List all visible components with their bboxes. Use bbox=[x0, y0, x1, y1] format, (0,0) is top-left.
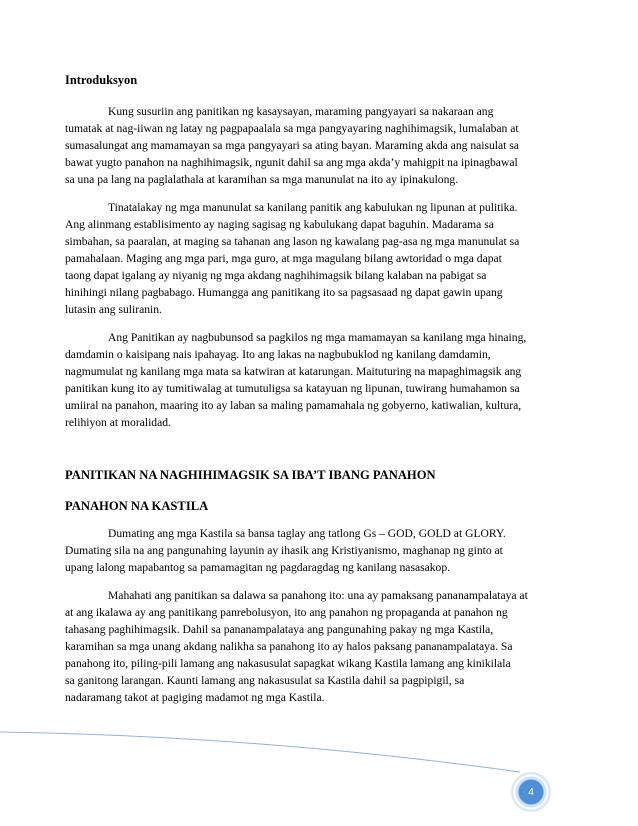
text-line: lutasin ang suliranin. bbox=[65, 303, 162, 316]
section-heading: PANITIKAN NA NAGHIHIMAGSIK SA IBA’T IBANG PANAHON bbox=[65, 468, 436, 482]
text-line: sa ganitong larangan. Kaunti lamang ang nakasusulat sa Kastila dahil sa pagpipigil, sa bbox=[65, 674, 465, 687]
text-line: Dumating sila na ang pangunahing layunin ay ihasik ang Kristiyanismo, maghanap ng ginto at bbox=[65, 544, 503, 557]
text-line: nadaramang takot at pagiging madamot ng mga Kastila. bbox=[65, 691, 325, 704]
text-line: relihiyon at moralidad. bbox=[65, 416, 171, 429]
text-line: simbahan, sa paaralan, at maging sa tahanan ang lason ng kawalang pag-asa ng mga manunulat sa bbox=[65, 235, 520, 248]
text-line: tahasang paghihimagsik. Dahil sa pananampalataya ang pangunahing pakay ng mga Kastila, bbox=[65, 623, 494, 636]
text-line: Tinatalakay ng mga manunulat sa kanilang panitik ang kabulukan ng lipunan at pulitika. bbox=[108, 201, 518, 214]
text-line: upang lalong mapabantog sa pamamagitan ng pagdaragdag ng kanilang nasasakop. bbox=[65, 561, 451, 574]
intro-heading: Introduksyon bbox=[65, 73, 138, 87]
text-line: pamahalaan. Maging ang mga pari, mga guro, at mga magulang bilang awtoridad o mga dapat bbox=[65, 252, 502, 265]
page-number: 4 bbox=[528, 786, 534, 798]
text-line: panahong ito, piling-pili lamang ang nakasusulat sapagkat wikang Kastila lamang ang kinikilala bbox=[65, 657, 511, 670]
text-line: tumatak at nag-iiwan ng latay ng pagpapaalala sa mga pangyayaring naghihimagsik, lumalaban at bbox=[65, 122, 519, 135]
text-line: sa una pa lang na paglalathala at karamihan sa mga manunulat na ito ay ipinakulong. bbox=[65, 173, 459, 186]
text-line: nagmumulat ng kanilang mga mata sa katwiran at katarungan. Maituturing na mapaghimagsik ang bbox=[65, 365, 522, 378]
text-line: karamihan sa mga unang akdang nalikha sa panahong ito ay halos paksang pananampalataya. Sa bbox=[65, 640, 513, 653]
text-line: sumasalungat ang mamamayan sa mga pangyayari sa ating bayan. Maraming akda ang naisulat sa bbox=[65, 139, 519, 152]
text-line: at ang ikalawa ay ang panitikang panrebolusyon, ito ang panahon ng propaganda at panahon ng bbox=[65, 606, 508, 619]
text-line: hinihingi nilang pagbabago. Humangga ang panitikang ito sa pagsasaad ng dapat gawin upang bbox=[65, 286, 503, 299]
text-line: Dumating ang mga Kastila sa bansa taglay ang tatlong Gs – GOD, GOLD at GLORY. bbox=[108, 527, 506, 540]
text-line: Ang Panitikan ay nagbubunsod sa pagkilos ng mga mamamayan sa kanilang mga hinaing, bbox=[108, 331, 527, 344]
section-subheading: PANAHON NA KASTILA bbox=[65, 499, 209, 513]
text-line: panitikan kung ito ay tumitiwalag at tumutuligsa sa katayuan ng lipunan, tuwirang humahamon sa bbox=[65, 382, 520, 395]
text-line: taong dapat igalang ay niyanig ng mga akdang naghihimagsik bilang kalaban na pabigat sa bbox=[65, 269, 487, 282]
text-line: damdamin o kaisipang nais ipahayag. Ito ang lakas na nagbubuklod ng kanilang damdamin, bbox=[65, 348, 491, 361]
text-line: Mahahati ang panitikan sa dalawa sa panahong ito: una ay pamaksang pananampalataya at bbox=[108, 589, 528, 602]
text-line: umiiral na panahon, maaring ito ay laban sa maling pamamahala ng gobyerno, katiwalian, kultura, bbox=[65, 399, 522, 412]
text-line: Kung susuriin ang panitikan ng kasaysayan, maraming pangyayari sa nakaraan ang bbox=[108, 105, 494, 118]
text-line: bawat yugto panahon na naghihimagsik, ngunit dahil sa ang mga akda’y mahigpit na ipinagbawal bbox=[65, 156, 518, 169]
page-number-badge bbox=[511, 772, 551, 812]
text-line: Ang alinmang establisimento ay naging sagisag ng kabulukang dapat baguhin. Madarama sa bbox=[65, 218, 494, 231]
